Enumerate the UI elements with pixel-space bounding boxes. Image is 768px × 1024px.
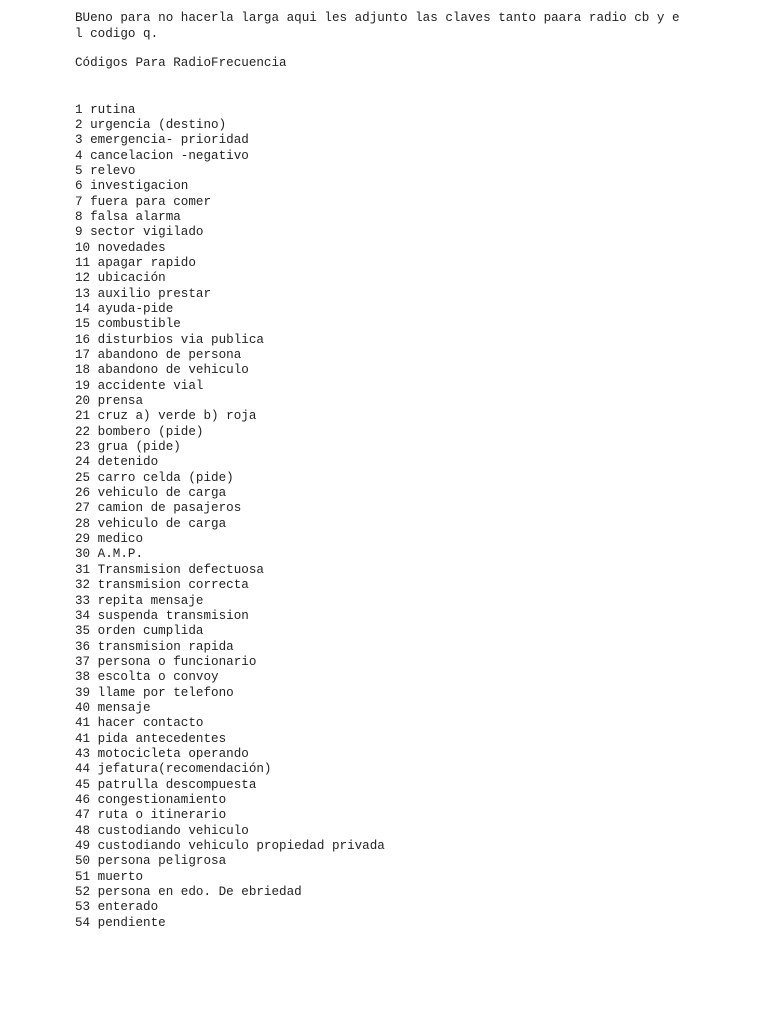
- list-item: 6 investigacion: [75, 179, 189, 194]
- list-item: 52 persona en edo. De ebriedad: [75, 885, 302, 900]
- list-item: 20 prensa: [75, 394, 144, 409]
- list-item: 50 persona peligrosa: [75, 854, 227, 869]
- list-item: 27 camion de pasajeros: [75, 501, 242, 516]
- list-item: 24 detenido: [75, 455, 159, 470]
- list-item: 1 rutina: [75, 102, 136, 117]
- document-heading: Códigos Para RadioFrecuencia: [75, 56, 287, 70]
- list-item: 39 llame por telefono: [75, 685, 234, 700]
- intro-paragraph: [75, 11, 748, 42]
- intro-line-2: l codigo q.: [75, 26, 159, 41]
- document-page: [75, 11, 748, 931]
- list-item: 9 sector vigilado: [75, 225, 204, 240]
- list-item: 26 vehiculo de carga: [75, 486, 227, 501]
- list-item: 4 cancelacion -negativo: [75, 148, 249, 163]
- list-item: 49 custodiando vehiculo propiedad privada: [75, 839, 385, 853]
- list-item: 22 bombero (pide): [75, 424, 204, 439]
- list-item: 10 novedades: [75, 240, 166, 255]
- list-item: 37 persona o funcionario: [75, 654, 257, 669]
- list-item: 13 auxilio prestar: [75, 286, 212, 301]
- list-item: 43 motocicleta operando: [75, 746, 249, 761]
- list-item: 21 cruz a) verde b) roja: [75, 409, 257, 424]
- list-item: 45 patrulla descompuesta: [75, 777, 257, 792]
- list-item: 17 abandono de persona: [75, 348, 242, 362]
- list-item: 15 combustible: [75, 317, 181, 332]
- list-item: 23 grua (pide): [75, 440, 181, 455]
- list-item: 3 emergencia- prioridad: [75, 133, 249, 148]
- list-item: 25 carro celda (pide): [75, 470, 234, 485]
- list-item: 38 escolta o convoy: [75, 670, 219, 685]
- list-item: 14 ayuda-pide: [75, 301, 174, 316]
- list-item: 2 urgencia (destino): [75, 117, 227, 132]
- list-item: 41 pida antecedentes: [75, 731, 227, 746]
- list-item: 48 custodiando vehiculo: [75, 823, 249, 838]
- list-item: 35 orden cumplida: [75, 624, 204, 639]
- list-item: 32 transmision correcta: [75, 578, 249, 593]
- intro-line-1: BUeno para no hacerla larga aqui les adjunto las claves tanto paara radio cb y e: [75, 11, 680, 25]
- list-item: 34 suspenda transmision: [75, 608, 249, 623]
- list-item: 46 congestionamiento: [75, 792, 227, 807]
- list-item: 44 jefatura(recomendación): [75, 762, 272, 777]
- list-item: 36 transmision rapida: [75, 639, 234, 654]
- list-item: 5 relevo: [75, 163, 136, 178]
- list-item: 47 ruta o itinerario: [75, 808, 227, 823]
- list-item: 40 mensaje: [75, 700, 151, 715]
- list-item: 8 falsa alarma: [75, 209, 181, 224]
- list-item: 53 enterado: [75, 900, 159, 915]
- list-item: 33 repita mensaje: [75, 593, 204, 608]
- list-item: 30 A.M.P.: [75, 547, 144, 562]
- list-item: 31 Transmision defectuosa: [75, 562, 264, 577]
- list-item: 28 vehiculo de carga: [75, 516, 227, 531]
- list-item: 19 accidente vial: [75, 378, 204, 393]
- list-item: 54 pendiente: [75, 915, 166, 930]
- list-item: 12 ubicación: [75, 271, 166, 286]
- list-item: 18 abandono de vehiculo: [75, 363, 249, 378]
- list-item: 11 apagar rapido: [75, 255, 196, 270]
- list-item: 29 medico: [75, 532, 144, 547]
- list-item: 51 muerto: [75, 869, 144, 884]
- list-item: 41 hacer contacto: [75, 716, 204, 731]
- list-item: 7 fuera para comer: [75, 194, 212, 209]
- list-item: 16 disturbios via publica: [75, 332, 264, 347]
- codes-list: [75, 103, 748, 932]
